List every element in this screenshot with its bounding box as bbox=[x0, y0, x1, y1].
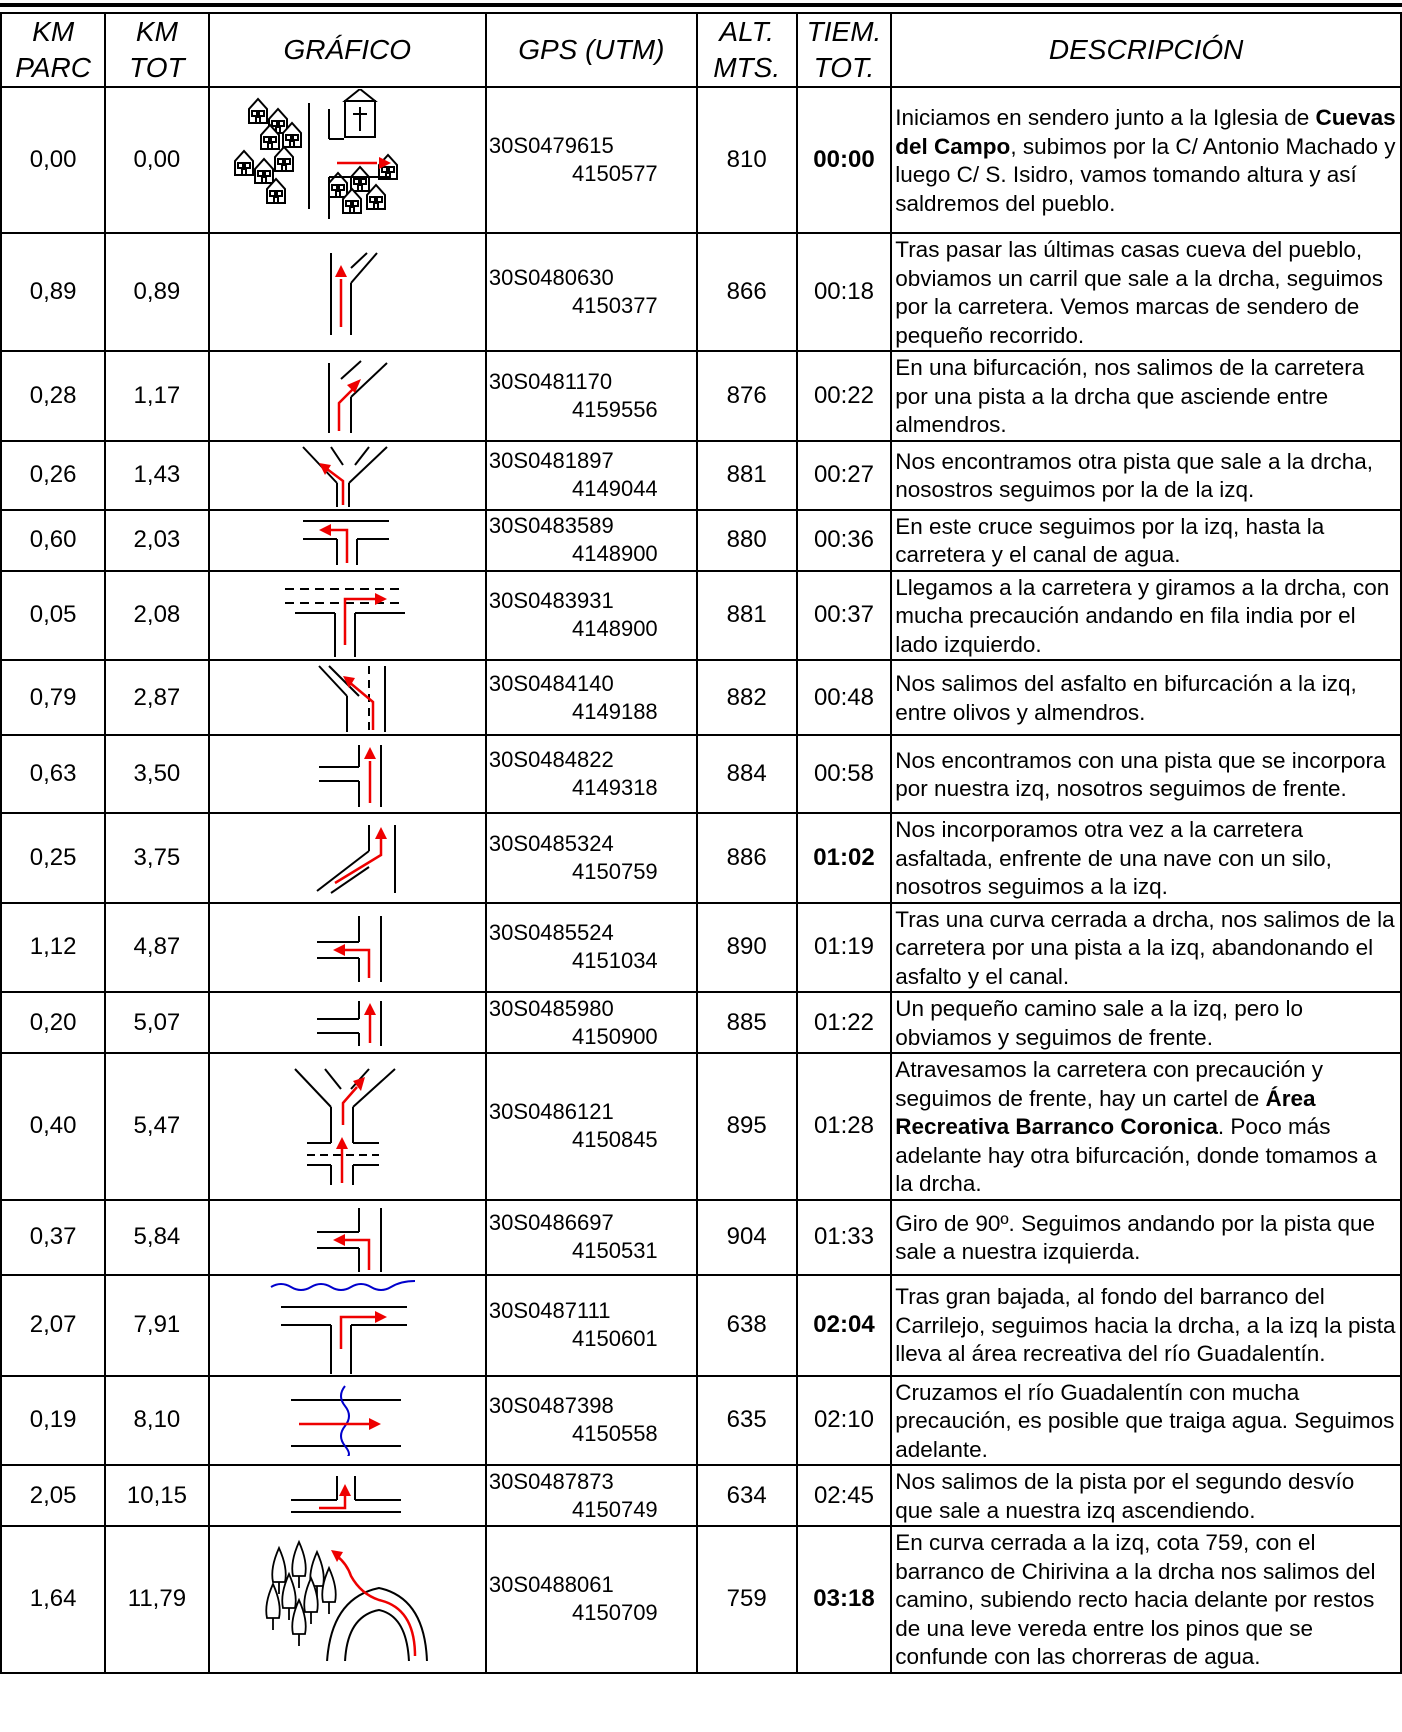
description-cell bbox=[891, 510, 1401, 571]
altitude-cell: 635 bbox=[697, 1376, 797, 1466]
km-parc-cell: 0,60 bbox=[1, 510, 105, 571]
grafico-cell bbox=[209, 813, 486, 903]
gps-easting: 30S0483589 bbox=[488, 513, 614, 538]
time-cell: 00:00 bbox=[797, 87, 892, 233]
header-alt: ALT. MTS. bbox=[697, 13, 797, 87]
grafico-cell bbox=[209, 233, 486, 351]
km-parc-cell: 0,25 bbox=[1, 813, 105, 903]
gps-cell bbox=[486, 87, 697, 233]
gps-easting: 30S0479615 bbox=[488, 133, 614, 158]
table-row bbox=[1, 903, 1401, 993]
grafico-cell bbox=[209, 992, 486, 1053]
time-cell: 01:28 bbox=[797, 1053, 892, 1200]
km-tot-cell: 3,75 bbox=[105, 813, 208, 903]
gps-northing: 4150759 bbox=[572, 858, 658, 884]
description-cell bbox=[891, 1275, 1401, 1376]
gps-northing: 4150377 bbox=[572, 293, 658, 318]
description-text: Iniciamos en sendero junto a la Iglesia de bbox=[895, 105, 1316, 130]
gps-cell bbox=[486, 1526, 697, 1673]
gps-northing: 4150709 bbox=[572, 1600, 658, 1626]
gps-easting: 30S0487873 bbox=[488, 1468, 614, 1494]
km-parc-cell: 0,40 bbox=[1, 1053, 105, 1200]
description-text: Un pequeño camino sale a la izq, pero lo obviamos y seguimos de frente. bbox=[895, 996, 1304, 1050]
gps-northing: 4150577 bbox=[572, 161, 658, 186]
table-row bbox=[1, 1275, 1401, 1376]
time-cell: 00:22 bbox=[797, 351, 892, 441]
route-diagram bbox=[219, 573, 475, 658]
gps-cell bbox=[486, 1465, 697, 1526]
description-text: Nos salimos de la pista por el segundo desvío que sale a nuestra izq ascendiendo. bbox=[895, 1469, 1355, 1523]
time-cell: 00:27 bbox=[797, 441, 892, 510]
table-row bbox=[1, 441, 1401, 510]
km-tot-cell: 2,87 bbox=[105, 660, 208, 735]
route-diagram bbox=[219, 515, 475, 565]
km-tot-cell: 0,00 bbox=[105, 87, 208, 233]
gps-cell bbox=[486, 510, 697, 571]
description-bold: Área Recreativa Barranco Coronica bbox=[895, 1085, 1316, 1139]
km-tot-cell: 2,03 bbox=[105, 510, 208, 571]
gps-easting: 30S0484140 bbox=[488, 670, 614, 696]
time-cell: 02:10 bbox=[797, 1376, 892, 1466]
grafico-cell bbox=[209, 903, 486, 993]
table-row bbox=[1, 992, 1401, 1053]
description-text: Nos salimos del asfalto en bifurcación a la izq, entre olivos y almendros. bbox=[895, 671, 1357, 725]
grafico-cell bbox=[209, 660, 486, 735]
gps-easting: 30S0481897 bbox=[488, 448, 614, 473]
time-cell: 01:02 bbox=[797, 813, 892, 903]
grafico-cell bbox=[209, 1526, 486, 1673]
description-cell bbox=[891, 813, 1401, 903]
gps-cell bbox=[486, 571, 697, 661]
gps-cell bbox=[486, 1200, 697, 1275]
gps-northing: 4150531 bbox=[572, 1238, 658, 1263]
km-tot-cell: 0,89 bbox=[105, 233, 208, 351]
km-parc-cell: 0,00 bbox=[1, 87, 105, 233]
altitude-cell: 884 bbox=[697, 735, 797, 813]
route-diagram bbox=[219, 1384, 475, 1456]
gps-easting: 30S0488061 bbox=[488, 1572, 614, 1598]
grafico-cell bbox=[209, 87, 486, 233]
route-diagram bbox=[219, 662, 475, 733]
gps-cell bbox=[486, 1376, 697, 1466]
description-text: En una bifurcación, nos salimos de la carretera por una pista a la drcha que asciende entre almendros. bbox=[895, 355, 1365, 437]
description-cell bbox=[891, 992, 1401, 1053]
grafico-cell bbox=[209, 510, 486, 571]
grafico-cell bbox=[209, 441, 486, 510]
gps-easting: 30S0487111 bbox=[488, 1298, 611, 1323]
table-row bbox=[1, 1053, 1401, 1200]
grafico-cell bbox=[209, 735, 486, 813]
header-km-parc: KM PARC bbox=[1, 13, 105, 87]
description-text: Giro de 90º. Seguimos andando por la pista que sale a nuestra izquierda. bbox=[895, 1210, 1376, 1264]
gps-cell bbox=[486, 233, 697, 351]
time-cell: 00:48 bbox=[797, 660, 892, 735]
description-text: Tras una curva cerrada a drcha, nos salimos de la carretera por una pista a la izq, abandonando el asfalto y el canal. bbox=[895, 906, 1395, 989]
grafico-cell bbox=[209, 1275, 486, 1376]
altitude-cell: 881 bbox=[697, 571, 797, 661]
route-diagram bbox=[219, 737, 475, 811]
table-row bbox=[1, 660, 1401, 735]
header-descripcion: DESCRIPCIÓN bbox=[891, 13, 1401, 87]
table-row bbox=[1, 1465, 1401, 1526]
gps-northing: 4149044 bbox=[572, 476, 658, 501]
gps-easting: 30S0486121 bbox=[488, 1099, 614, 1125]
route-diagram bbox=[219, 1067, 475, 1185]
gps-easting: 30S0487398 bbox=[488, 1393, 614, 1419]
route-diagram bbox=[219, 1277, 475, 1374]
gps-northing: 4148900 bbox=[572, 541, 658, 566]
table-row bbox=[1, 87, 1401, 233]
altitude-cell: 881 bbox=[697, 441, 797, 510]
gps-cell bbox=[486, 1053, 697, 1200]
grafico-cell bbox=[209, 1053, 486, 1200]
route-diagram bbox=[219, 243, 475, 341]
km-parc-cell: 1,64 bbox=[1, 1526, 105, 1673]
altitude-cell: 886 bbox=[697, 813, 797, 903]
time-cell: 00:58 bbox=[797, 735, 892, 813]
route-diagram bbox=[219, 1538, 475, 1661]
km-parc-cell: 0,63 bbox=[1, 735, 105, 813]
gps-easting: 30S0483931 bbox=[488, 588, 614, 614]
table-row bbox=[1, 735, 1401, 813]
description-cell bbox=[891, 903, 1401, 993]
altitude-cell: 638 bbox=[697, 1275, 797, 1376]
gps-northing: 4150900 bbox=[572, 1023, 658, 1049]
gps-northing: 4148900 bbox=[572, 616, 658, 642]
description-cell bbox=[891, 1053, 1401, 1200]
time-cell: 01:22 bbox=[797, 992, 892, 1053]
gps-northing: 4149318 bbox=[572, 775, 658, 800]
km-parc-cell: 0,05 bbox=[1, 571, 105, 661]
top-rule bbox=[0, 3, 1402, 7]
km-parc-cell: 1,12 bbox=[1, 903, 105, 993]
gps-easting: 30S0485980 bbox=[488, 995, 614, 1021]
km-tot-cell: 5,07 bbox=[105, 992, 208, 1053]
grafico-cell bbox=[209, 1376, 486, 1466]
description-cell bbox=[891, 1200, 1401, 1275]
gps-easting: 30S0480630 bbox=[488, 265, 614, 290]
gps-cell bbox=[486, 992, 697, 1053]
time-cell: 02:45 bbox=[797, 1465, 892, 1526]
km-tot-cell: 1,17 bbox=[105, 351, 208, 441]
gps-northing: 4151034 bbox=[572, 948, 658, 974]
altitude-cell: 885 bbox=[697, 992, 797, 1053]
time-cell: 01:33 bbox=[797, 1200, 892, 1275]
description-text: Nos encontramos con una pista que se incorpora por nuestra izq, nosotros seguimos de frente. bbox=[895, 747, 1386, 801]
grafico-cell bbox=[209, 1465, 486, 1526]
km-tot-cell: 10,15 bbox=[105, 1465, 208, 1526]
route-diagram bbox=[219, 912, 475, 982]
altitude-cell: 876 bbox=[697, 351, 797, 441]
description-cell bbox=[891, 441, 1401, 510]
km-tot-cell: 7,91 bbox=[105, 1275, 208, 1376]
gps-easting: 30S0481170 bbox=[488, 368, 613, 394]
grafico-cell bbox=[209, 571, 486, 661]
km-tot-cell: 5,47 bbox=[105, 1053, 208, 1200]
gps-northing: 4149188 bbox=[572, 698, 658, 724]
header-grafico: GRÁFICO bbox=[209, 13, 486, 87]
km-tot-cell: 4,87 bbox=[105, 903, 208, 993]
description-cell bbox=[891, 351, 1401, 441]
description-cell bbox=[891, 735, 1401, 813]
km-parc-cell: 0,89 bbox=[1, 233, 105, 351]
altitude-cell: 866 bbox=[697, 233, 797, 351]
gps-easting: 30S0486697 bbox=[488, 1210, 614, 1235]
table-row bbox=[1, 571, 1401, 661]
route-diagram bbox=[219, 443, 475, 508]
gps-northing: 4150749 bbox=[572, 1496, 658, 1522]
description-text: Nos incorporamos otra vez a la carretera asfaltada, enfrente de una nave con un silo, nosotros seguimos a la izq. bbox=[895, 817, 1332, 899]
description-cell bbox=[891, 87, 1401, 233]
altitude-cell: 882 bbox=[697, 660, 797, 735]
gps-northing: 4159556 bbox=[572, 396, 658, 422]
time-cell: 03:18 bbox=[797, 1526, 892, 1673]
description-text: Atravesamos la carretera con precaución y seguimos de frente, hay un cartel de bbox=[895, 1057, 1323, 1111]
altitude-cell: 759 bbox=[697, 1526, 797, 1673]
gps-cell bbox=[486, 1275, 697, 1376]
route-diagram bbox=[219, 821, 475, 895]
km-parc-cell: 2,05 bbox=[1, 1465, 105, 1526]
gps-cell bbox=[486, 903, 697, 993]
gps-northing: 4150601 bbox=[572, 1326, 658, 1351]
gps-easting: 30S0484822 bbox=[488, 747, 614, 772]
km-tot-cell: 8,10 bbox=[105, 1376, 208, 1466]
description-text: En curva cerrada a la izq, cota 759, con el barranco de Chirivina a la drcha nos salimos del camino, subiendo recto hacia delante por restos de una leve vereda entre los pinos que se confunde con las chorreras de agua. bbox=[895, 1530, 1376, 1669]
header-row bbox=[1, 13, 1401, 87]
altitude-cell: 904 bbox=[697, 1200, 797, 1275]
time-cell: 01:19 bbox=[797, 903, 892, 993]
table-row bbox=[1, 1200, 1401, 1275]
table-row bbox=[1, 351, 1401, 441]
km-parc-cell: 0,20 bbox=[1, 992, 105, 1053]
description-text: Nos encontramos otra pista que sale a la drcha, nosostros seguimos por la de la izq. bbox=[895, 448, 1374, 502]
route-diagram bbox=[219, 999, 475, 1046]
description-cell bbox=[891, 571, 1401, 661]
altitude-cell: 880 bbox=[697, 510, 797, 571]
km-tot-cell: 3,50 bbox=[105, 735, 208, 813]
km-parc-cell: 0,28 bbox=[1, 351, 105, 441]
route-diagram bbox=[219, 1472, 475, 1519]
description-cell bbox=[891, 1465, 1401, 1526]
description-text: Llegamos a la carretera y giramos a la drcha, con mucha precaución andando en fila india por el lado izquierdo. bbox=[895, 574, 1390, 657]
description-text: En este cruce seguimos por la izq, hasta la carretera y el canal de agua. bbox=[895, 513, 1325, 567]
header-gps: GPS (UTM) bbox=[486, 13, 697, 87]
description-text-end: , subimos por la C/ Antonio Machado y luego C/ S. Isidro, vamos tomando altura y así saldremos del pueblo. bbox=[895, 133, 1396, 216]
gps-easting: 30S0485324 bbox=[488, 830, 614, 856]
km-parc-cell: 0,26 bbox=[1, 441, 105, 510]
km-tot-cell: 1,43 bbox=[105, 441, 208, 510]
description-cell bbox=[891, 1526, 1401, 1673]
time-cell: 00:18 bbox=[797, 233, 892, 351]
header-tiem: TIEM. TOT. bbox=[797, 13, 892, 87]
time-cell: 00:36 bbox=[797, 510, 892, 571]
km-parc-cell: 2,07 bbox=[1, 1275, 105, 1376]
altitude-cell: 634 bbox=[697, 1465, 797, 1526]
km-parc-cell: 0,79 bbox=[1, 660, 105, 735]
route-diagram bbox=[219, 357, 475, 434]
table-row bbox=[1, 1376, 1401, 1466]
gps-easting: 30S0485524 bbox=[488, 920, 614, 946]
grafico-cell bbox=[209, 351, 486, 441]
gps-cell bbox=[486, 735, 697, 813]
gps-northing: 4150845 bbox=[572, 1127, 658, 1153]
description-cell bbox=[891, 233, 1401, 351]
km-tot-cell: 2,08 bbox=[105, 571, 208, 661]
gps-cell bbox=[486, 813, 697, 903]
time-cell: 02:04 bbox=[797, 1275, 892, 1376]
description-bold: Cuevas del Campo bbox=[895, 105, 1396, 159]
header-km-tot: KM TOT bbox=[105, 13, 208, 87]
table-row bbox=[1, 813, 1401, 903]
km-parc-cell: 0,37 bbox=[1, 1200, 105, 1275]
gps-cell bbox=[486, 441, 697, 510]
table-row bbox=[1, 510, 1401, 571]
km-tot-cell: 11,79 bbox=[105, 1526, 208, 1673]
description-text-end: . Poco más adelante hay otra bifurcación, donde tomamos a la drcha. bbox=[895, 1114, 1377, 1196]
km-parc-cell: 0,19 bbox=[1, 1376, 105, 1466]
gps-cell bbox=[486, 660, 697, 735]
table-row bbox=[1, 233, 1401, 351]
description-cell bbox=[891, 1376, 1401, 1466]
description-cell bbox=[891, 660, 1401, 735]
table-row bbox=[1, 1526, 1401, 1673]
time-cell: 00:37 bbox=[797, 571, 892, 661]
altitude-cell: 895 bbox=[697, 1053, 797, 1200]
grafico-cell bbox=[209, 1200, 486, 1275]
altitude-cell: 890 bbox=[697, 903, 797, 993]
route-table bbox=[0, 12, 1402, 1674]
route-diagram bbox=[219, 89, 475, 231]
description-text: Tras pasar las últimas casas cueva del pueblo, obviamos un carril que sale a la drcha, seguimos por la carretera. Vemos marcas de sendero de pequeño recorrido. bbox=[895, 237, 1384, 348]
description-text: Tras gran bajada, al fondo del barranco del Carrilejo, seguimos hacia la drcha, a la izq la pista lleva al área recreativa del río Guadalentín. bbox=[895, 1284, 1396, 1367]
description-text: Cruzamos el río Guadalentín con mucha precaución, es posible que traiga agua. Seguimos adelante. bbox=[895, 1379, 1395, 1462]
altitude-cell: 810 bbox=[697, 87, 797, 233]
gps-cell bbox=[486, 351, 697, 441]
gps-northing: 4150558 bbox=[572, 1421, 658, 1447]
route-diagram bbox=[219, 1202, 475, 1273]
km-tot-cell: 5,84 bbox=[105, 1200, 208, 1275]
